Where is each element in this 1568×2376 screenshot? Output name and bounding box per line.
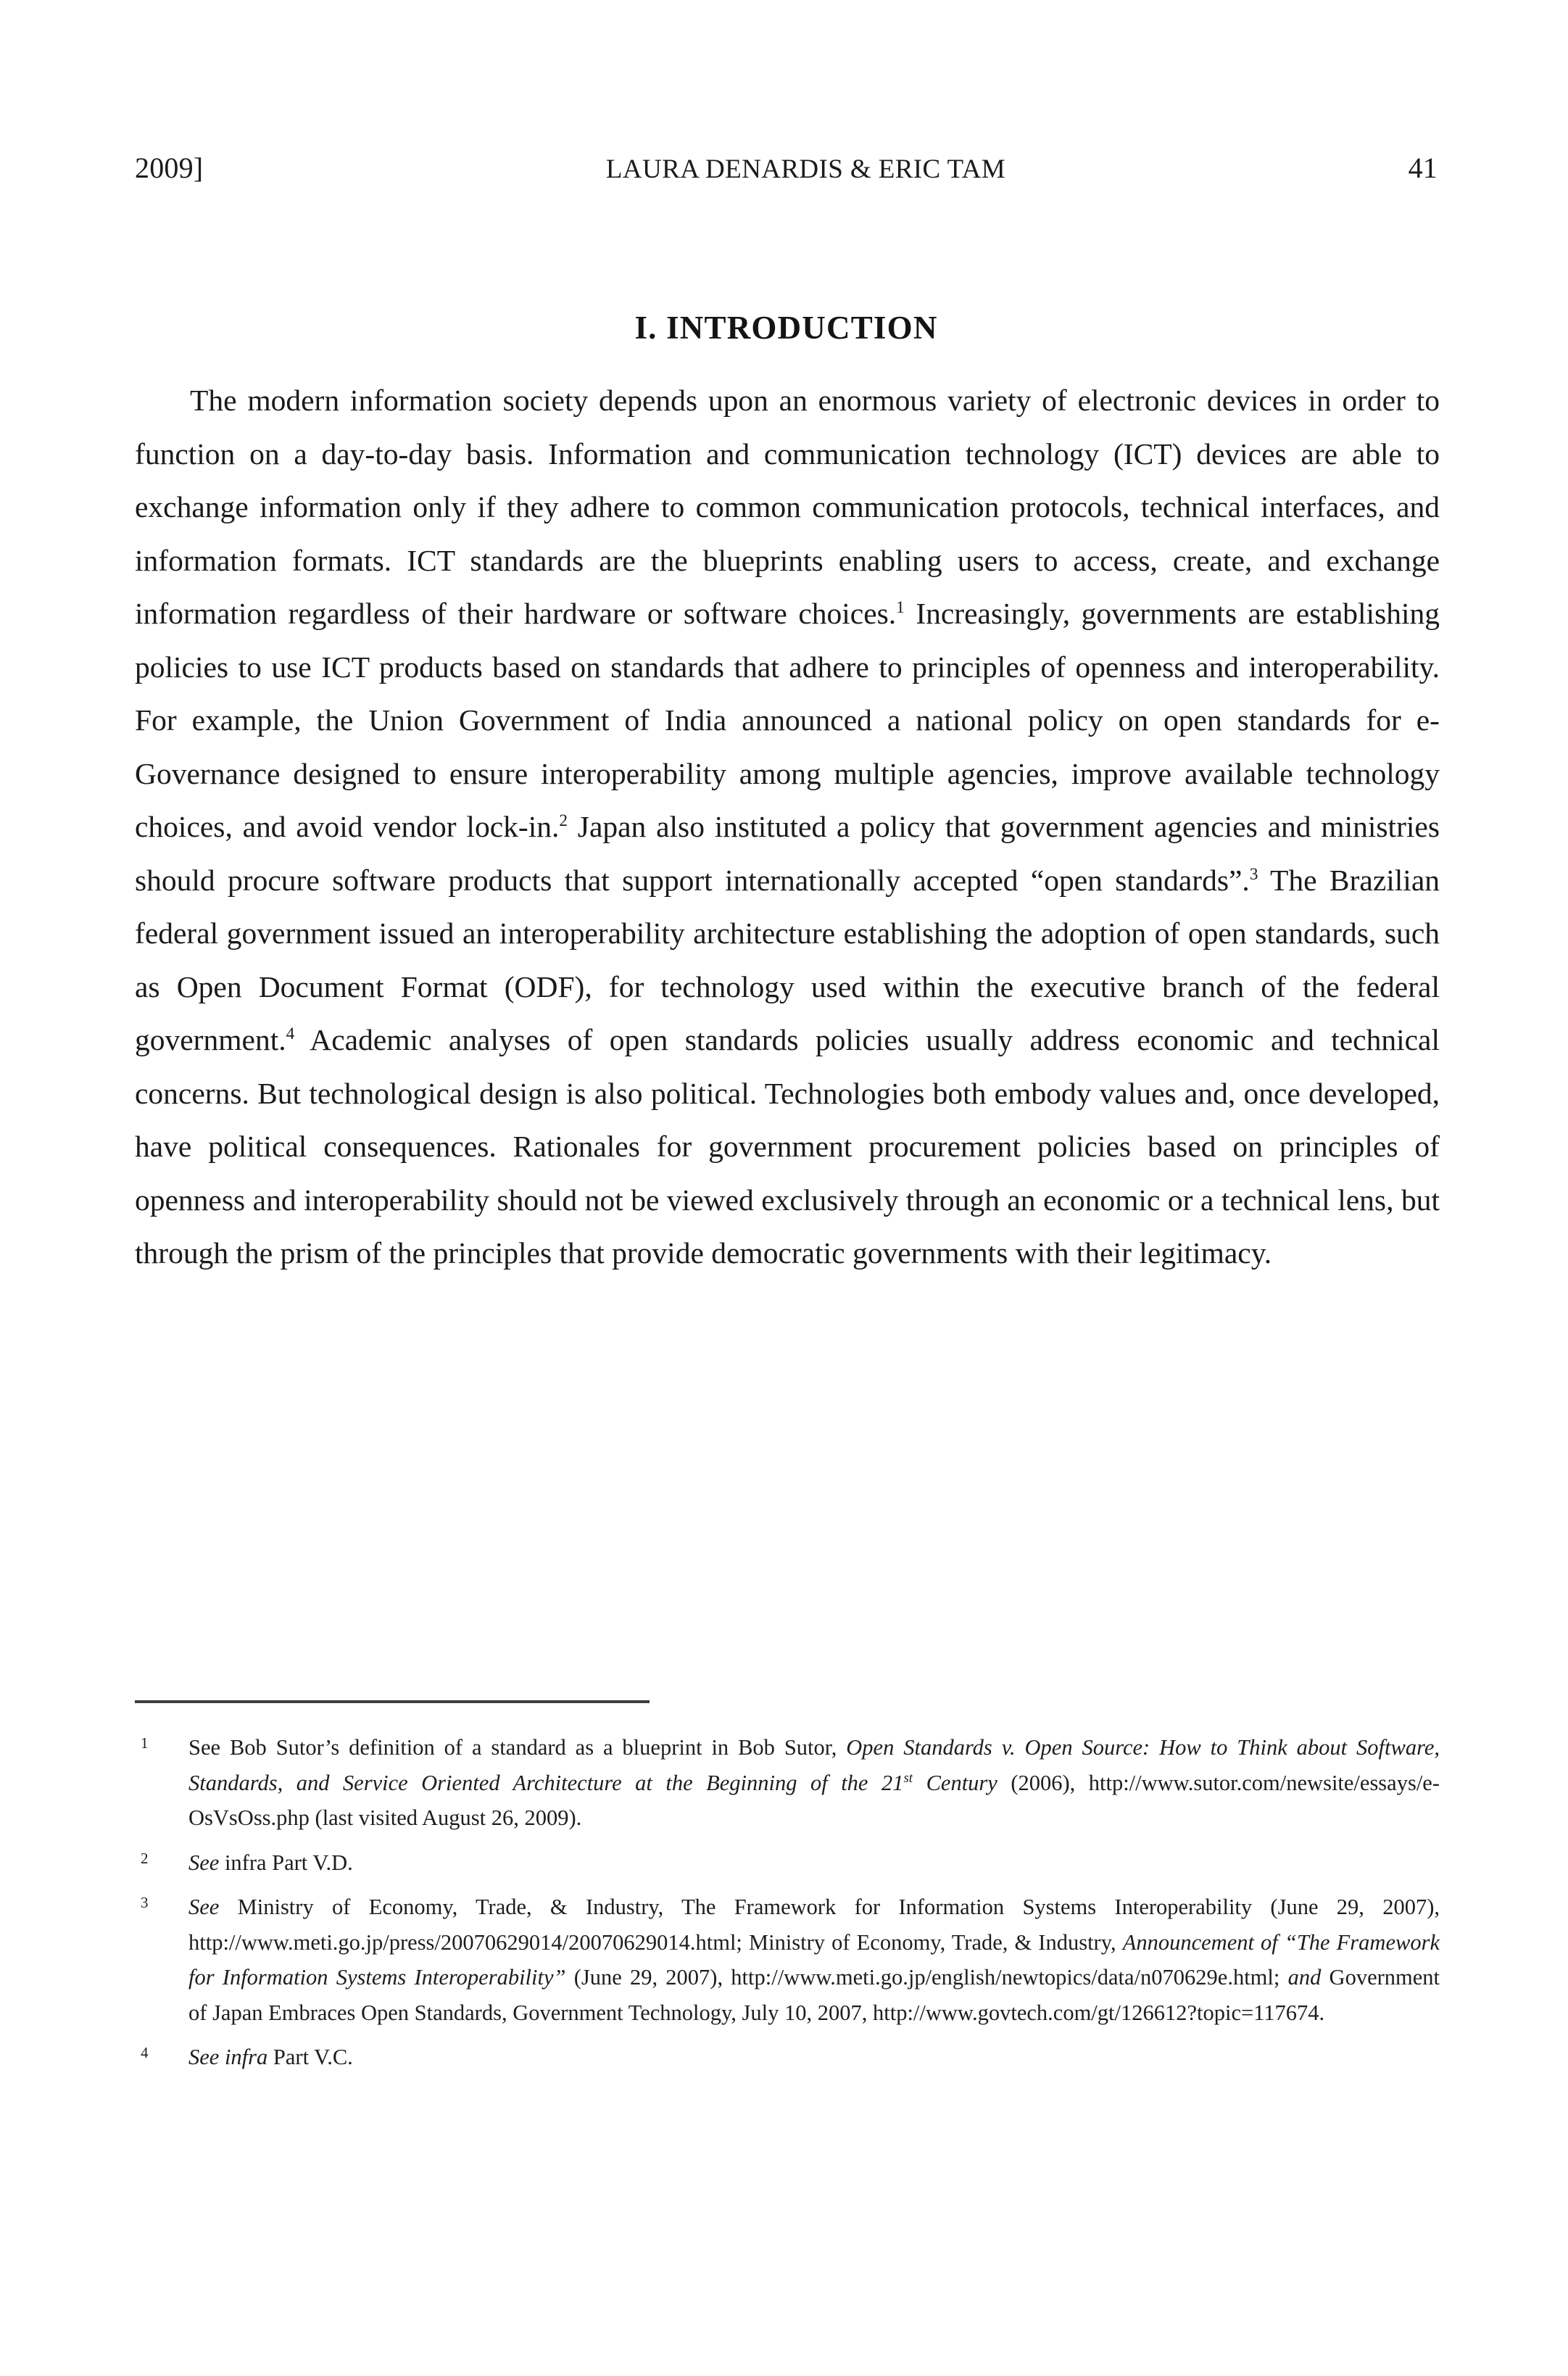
- header-authors: LAURA DENARDIS & ERIC TAM: [605, 154, 1006, 184]
- footnote-entry: [135, 1845, 1440, 1881]
- footnote-italic-run: Announcement of “The Framework for Information Systems Interoperability”: [188, 1929, 1440, 1990]
- footnote-number-3[interactable]: 3: [141, 1894, 149, 1911]
- footnote-entry: [135, 1730, 1440, 1836]
- footnote-italic-run: See: [188, 1850, 220, 1875]
- footnote-number-2[interactable]: 2: [141, 1849, 149, 1867]
- footnote-reference-2[interactable]: 2: [559, 811, 568, 831]
- footnote-text: See Bob Sutor’s definition of a standard as a blueprint in Bob Sutor, Open Standards v. Open Source: How to Think about Software, Standards, and Service Oriented Architecture at the Beginning of the 21st Century (2006), http://www.sutor.com/newsite/essays/e-OsVsOss.php (last visited August 26, 2009).: [188, 1735, 1440, 1830]
- footnote-list: [135, 1730, 1440, 2075]
- footnote-entry: [135, 1889, 1440, 2030]
- footnote-italic-run: See infra: [188, 2045, 268, 2069]
- footnote-separator-rule: [135, 1700, 650, 1703]
- section-title: I. INTRODUCTION: [634, 310, 938, 347]
- footnote-italic-run: See: [188, 1895, 220, 1919]
- footnote-ordinal-suffix: st: [903, 1770, 913, 1786]
- intro-paragraph: The modern information society depends upon an enormous variety of electronic devices in order to function on a day-to-day basis. Information and communication technology (ICT) devices are able to exchange information only if they adhere to common communication protocols, technical interfaces, and information formats. ICT standards are the blueprints enabling users to access, create, and exchange information regardless of their hardware or software choices.$^1$ Increasingly, governments are establishing policies to use ICT products based on standards that adhere to principles of openness and interoperability. For example, the Union Government of India announced a national policy on open standards for e-Governance designed to ensure interoperability among multiple agencies, improve available technology choices, and avoid vendor lock-in.$^2$ Japan also instituted a policy that government agencies and ministries should procure software products that support internationally accepted “open standards”.$^3$ The Brazilian federal government issued an interoperability architecture establishing the adoption of open standards, such as Open Document Format (ODF), for technology used within the executive branch of the federal government.$^4$ Academic analyses of open standards policies usually address economic and technical concerns. But technological design is also political. Technologies both embody values and, once developed, have political consequences. Rationales for government procurement policies based on principles of openness and interoperability should not be viewed exclusively through an economic or a technical lens, but through the prism of the principles that provide democratic governments with their legitimacy.: [135, 384, 1440, 1270]
- footnote-italic-run: Open Standards v. Open Source: How to Think about Software, Standards, and Service Oriented Architecture at the Beginning of the 21: [188, 1735, 1440, 1795]
- running-header: [135, 151, 1438, 191]
- footnote-number-4[interactable]: 4: [141, 2044, 149, 2061]
- footnote-text: See Ministry of Economy, Trade, & Industry, The Framework for Information Systems Interoperability (June 29, 2007), http://www.meti.go.jp/press/20070629014/20070629014.html; Ministry of Economy, Trade, & Industry, Announcement of “The Framework for Information Systems Interoperability” (June 29, 2007), http://www.meti.go.jp/english/newtopics/data/n070629e.html; and Government of Japan Embraces Open Standards, Government Technology, July 10, 2007, http://www.govtech.com/gt/126612?topic=117674.: [188, 1895, 1440, 2025]
- footnote-italic-run: and: [1287, 1965, 1322, 1990]
- footnote-reference-3[interactable]: 3: [1249, 864, 1258, 884]
- footnote-entry: [135, 2040, 1440, 2075]
- footnote-number-1[interactable]: 1: [141, 1734, 149, 1752]
- header-page-number: 41: [1408, 152, 1438, 184]
- header-year: 2009]: [135, 152, 204, 184]
- footnote-reference-1[interactable]: 1: [896, 598, 905, 618]
- footnote-italic-run: Century: [913, 1770, 997, 1795]
- footnote-reference-4[interactable]: 4: [286, 1025, 295, 1044]
- body-content: [135, 374, 1440, 1280]
- footnote-text: See infra Part V.C.: [188, 2045, 353, 2069]
- footnote-text: See infra Part V.D.: [188, 1850, 353, 1875]
